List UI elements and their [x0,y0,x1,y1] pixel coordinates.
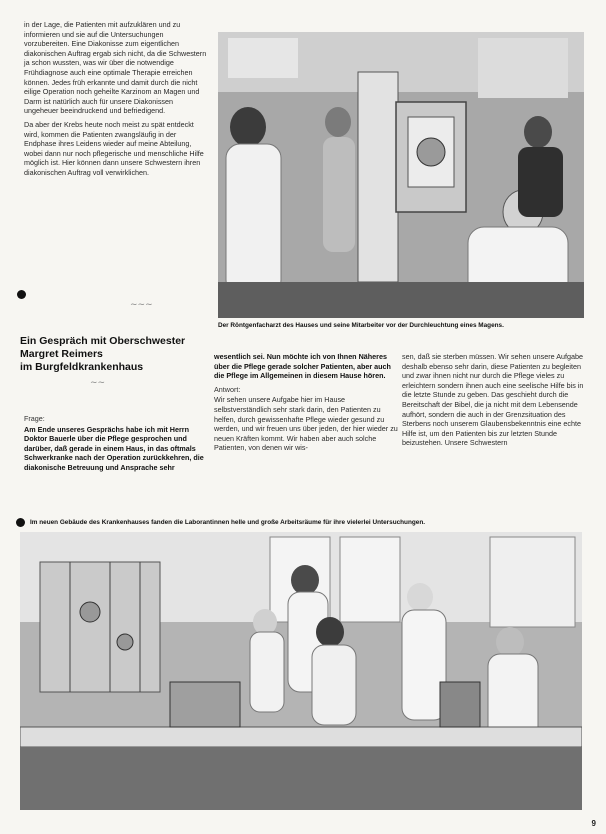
intro-paragraph-1: in der Lage, die Patienten mit aufzuklären und zu informieren und sie auf die Untersuchungen vorzubereiten. Eine Diakonisse zum eigentlichen diakonischen Auftrag ergab sich nicht, da die Schwestern ja schon wussten, was wir über die notwendige Frühdiagnose auch eine optimale Therapie erreichen können. Jedes früh erkannte und damit durch die nicht eilige Operation noch geheilte Karzinom an Magen und Darm ist natürlich auch für unsere Diakonissen ungeheuer beeindruckend und befriedigend. [24,20,207,116]
margin-dot-bottom [16,518,25,527]
headline-line-2: Margret Reimers [20,348,103,360]
headline-line-3: im Burgfeldkrankenhaus [20,361,144,373]
radiology-photo [218,32,584,318]
question-label: Frage: [24,414,45,423]
laboratory-photo [20,532,582,810]
interview-column-1 [24,410,208,473]
answer-continuation: sen, daß sie sterben müssen. Wir sehen unsere Aufgabe deshalb ebenso sehr darin, diese Patienten zu begleiten und zwar ihnen nicht nur durch die Pflege vieles zu erleichtern sondern ihnen auch eine seelische Hilfe bis in die letzte Stunde zu geben. Das geschieht durch die Bereitschaft der Bibel, die ja nicht mit dem Lebensende aufhört, sondern die auch in der Grenzsituation des Sterbens noch unserem Glaubensbekenntnis eine echte Hilfe ist, um den Patienten bis zur letzten Stunde beizustehen. Unsere Schwestern [402,352,584,448]
pencil-mark-2: ~~ [90,378,106,388]
intro-text-column [24,20,208,182]
intro-paragraph-2: Da aber der Krebs heute noch meist zu spät entdeckt wird, kommen die Patienten zwangsläufig in der Endphase ihres Leidens wieder auf meine Abteilung, wobei dann nur noch pflegerische und menschliche Hilfe möglich ist. Hier können dann unsere Schwestern ihren diakonischen Auftrag voll verwirklichen. [24,119,204,177]
laboratory-photo-illustration [20,532,582,810]
laboratory-caption: Im neuen Gebäude des Krankenhauses fanden die Laborantinnen helle und große Arbeitsräume für ihre vielerlei Untersuchungen. [30,519,426,526]
pencil-mark-1: ~~~ [130,300,153,310]
radiology-photo-illustration [218,32,584,318]
article-headline [20,335,210,374]
headline-line-1: Ein Gespräch mit Oberschwester [20,335,186,347]
interview-column-2 [214,352,398,453]
interview-column-3 [402,352,586,448]
answer-text: Wir sehen unsere Aufgabe hier im Hause selbstverständlich sehr stark darin, den Patienten zu helfen, durch gewissenhafte Pflege wieder gesund zu werden, und wir freuen uns über jeden, der hier wieder zu neuen Kräften kommt. Wir haben aber auch solche Patienten, von denen wir wis- [214,395,398,453]
page-number: 9 [591,819,596,828]
margin-dot-top [17,290,26,299]
answer-label: Antwort: [214,384,241,394]
question-continuation: wesentlich sei. Nun möchte ich von Ihnen Näheres über die Pflege gerade solcher Patienten, aber auch die Pflege im Allgemeinen in diesem Hause hören. [214,352,391,381]
question-text: Am Ende unseres Gesprächs habe ich mit Herrn Doktor Bauerle über die Pflege gesprochen und darüber, daß gerade in einem Haus, in das oftmals Schwerkranke nach der Operation zurückkehren, die diakonische Betreuung und Ansprache sehr [24,424,204,472]
radiology-caption: Der Röntgenfacharzt des Hauses und seine Mitarbeiter vor der Durchleuchtung eines Magens. [218,322,504,329]
